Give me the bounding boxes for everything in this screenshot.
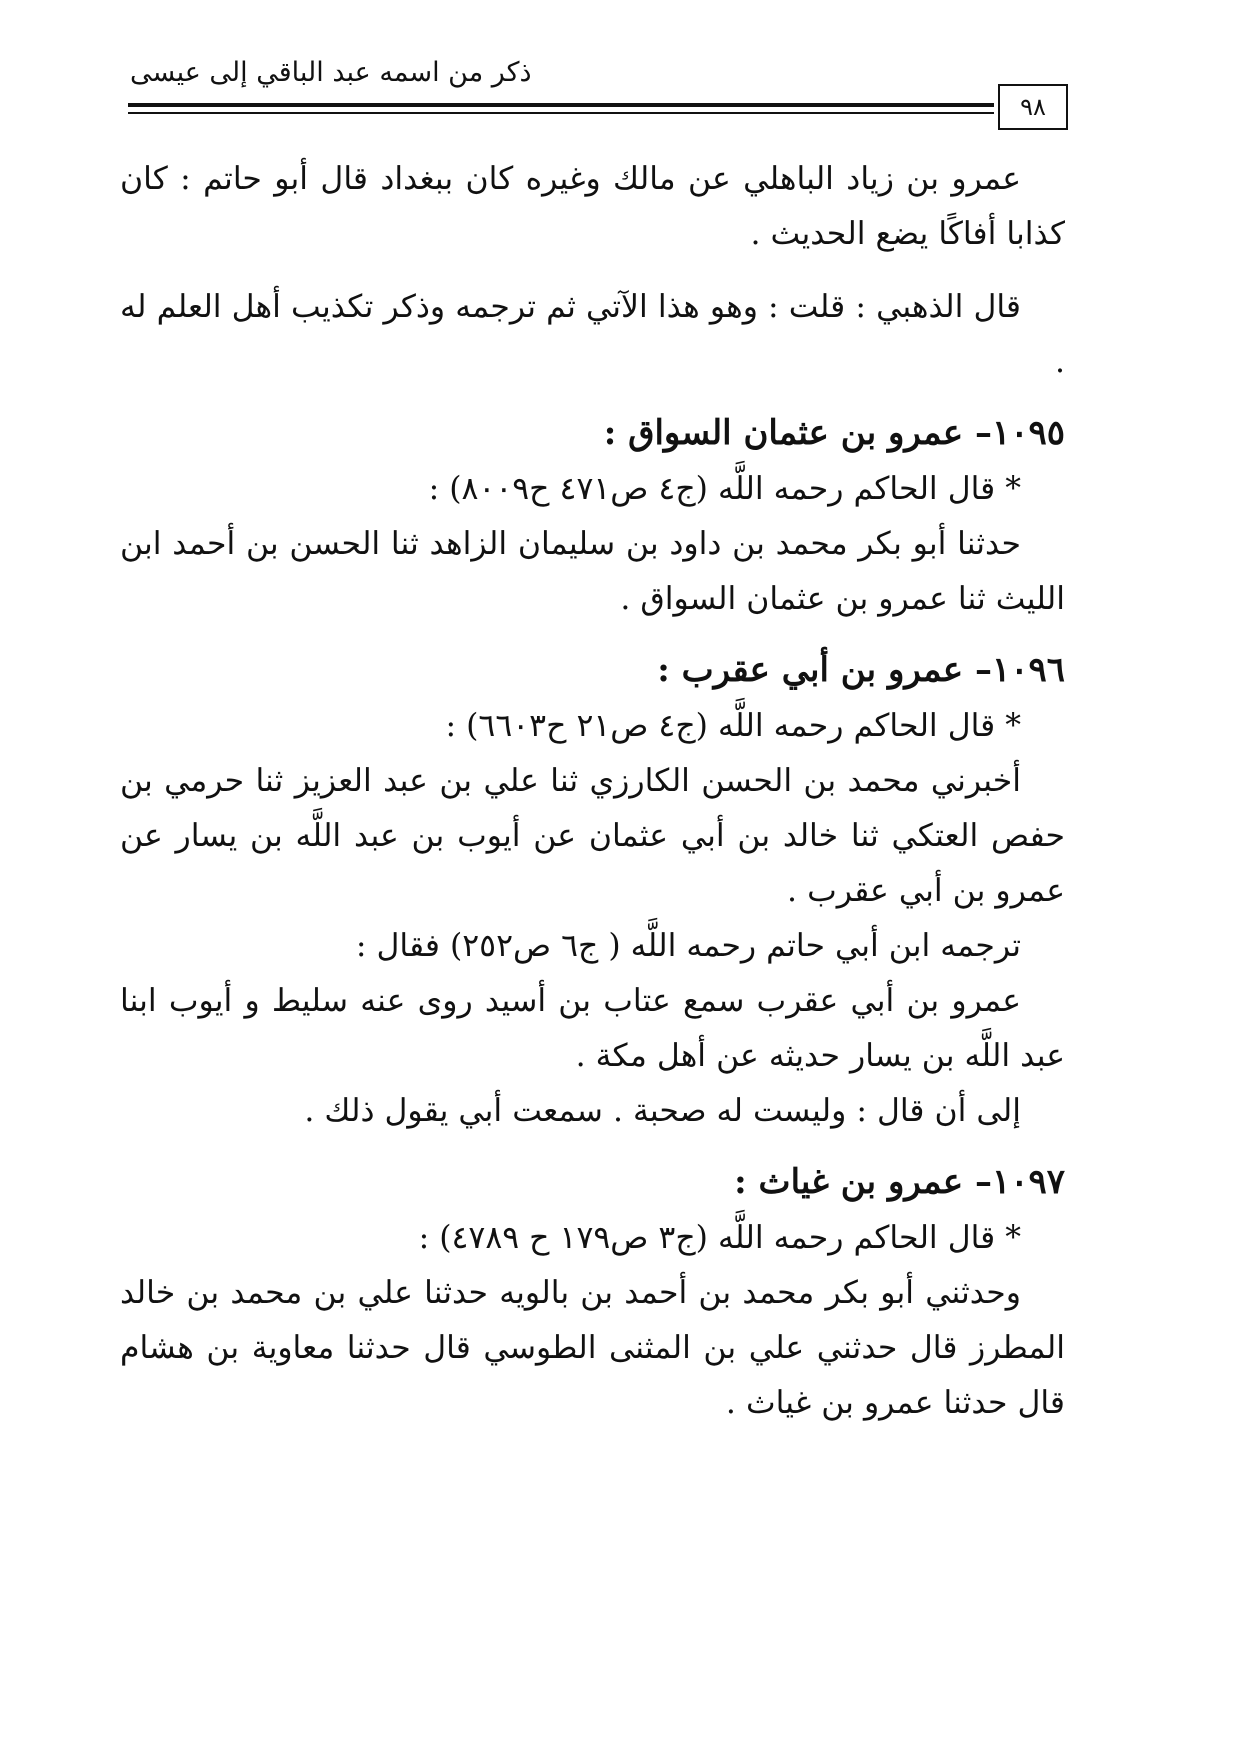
entry-heading: ١٠٩٥– عمرو بن عثمان السواق :	[603, 413, 1065, 453]
paragraph: حدثنا أبو بكر محمد بن داود بن سليمان الزاهد ثنا الحسن بن أحمد ابن الليث ثنا عمرو بن عثمان السواق .	[120, 526, 1065, 617]
source-citation: * قال الحاكم رحمه اللَّه (ج٤ ص٢١ ح٦٦٠٣) :	[445, 708, 1021, 744]
entry-heading: ١٠٩٦– عمرو بن أبي عقرب :	[657, 650, 1065, 690]
paragraph: عمرو بن زياد الباهلي عن مالك وغيره كان ببغداد قال أبو حاتم : كان كذابا أفاكًا يضع الحديث .	[120, 161, 1065, 252]
page-number: ٩٨	[998, 84, 1068, 130]
header-rule-thick	[128, 103, 994, 107]
paragraph: قال الذهبي : قلت : وهو هذا الآتي ثم ترجمه وذكر تكذيب أهل العلم له .	[120, 289, 1065, 380]
paragraph: وحدثني أبو بكر محمد بن أحمد بن بالويه حدثنا علي بن محمد بن خالد المطرز قال حدثني علي بن المثنى الطوسي قال حدثنا معاوية بن هشام قال حدثنا عمرو بن غياث .	[120, 1275, 1065, 1421]
header-rule-thin	[128, 112, 994, 114]
source-citation: * قال الحاكم رحمه اللَّه (ج٤ ص٤٧١ ح٨٠٠٩) :	[428, 471, 1021, 507]
paragraph: أخبرني محمد بن الحسن الكارزي ثنا علي بن عبد العزيز ثنا حرمي بن حفص العتكي ثنا خالد بن أبي عثمان عن أيوب بن عبد اللَّه بن يسار عن عمرو بن أبي عقرب .	[120, 763, 1065, 909]
page-content	[120, 152, 1065, 1431]
source-citation: * قال الحاكم رحمه اللَّه (ج٣ ص١٧٩ ح ٤٧٨٩) :	[418, 1220, 1021, 1256]
running-header-title: ذكر من اسمه عبد الباقي إلى عيسى	[130, 57, 532, 88]
paragraph: إلى أن قال : وليست له صحبة . سمعت أبي يقول ذلك .	[304, 1093, 1021, 1129]
source-citation: ترجمه ابن أبي حاتم رحمه اللَّه ( ج٦ ص٢٥٢) فقال :	[355, 928, 1021, 964]
entry-heading: ١٠٩٧– عمرو بن غياث :	[734, 1162, 1065, 1202]
paragraph: عمرو بن أبي عقرب سمع عتاب بن أسيد روى عنه سليط و أيوب ابنا عبد اللَّه بن يسار حديثه عن أهل مكة .	[120, 983, 1065, 1074]
